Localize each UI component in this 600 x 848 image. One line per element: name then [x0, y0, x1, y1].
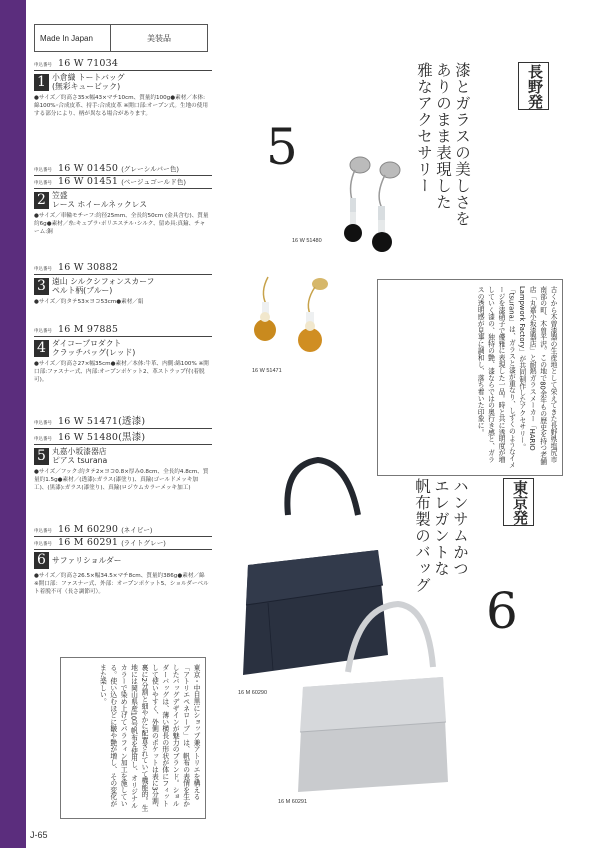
code-label: 申込番号	[34, 266, 52, 271]
code-label: 申込番号	[34, 436, 52, 441]
product-number-badge: 3	[34, 278, 49, 295]
feature5-description: 古くから木曽漆器の生産地として栄えてきた長野県塩尻市南部の町、木曽平沢。この地で80余年もの歴史を持つ老舗店「丸嘉小坂漆器店」と耐熱ガラスメーカー「HARIO Lampwork Factory」が共同制作したアクセサリー。「tsurana」は、ガラスと漆が重なり、しずくのようなイメージを漆硝子で優雅に表現した一品。時と共に透明度が増していく漆の、独特の艶、漆ならではの奥行き感と、ガラスの透明感が見事に調和し、落ち着いた印象に。	[377, 279, 563, 476]
region-badge-tokyo: 東京発	[503, 478, 534, 526]
code-label: 申込番号	[34, 328, 52, 333]
catch-line: 帆布製のバッグ	[413, 478, 431, 594]
product-spec: ●サイズ／約高さ26.5×幅34.5×マチ8cm、質量約386g●素材／綿 ※開口部：ファスナー式、外部：オープンポケット5、ショルダーベルト着脱不可（長さ調節可）。	[34, 573, 209, 596]
product-3	[34, 262, 212, 306]
product-code	[58, 176, 186, 187]
product-5	[34, 413, 212, 493]
product-code-row	[34, 324, 212, 337]
product-spec: ●サイズ／約高さ35×幅43×マチ10cm、質量約100g●素材／本体:綿100%･合成皮革、持手:合成皮革 ※開口部:オープン式。生地の使用する部分により、柄が異なる場合があります。	[34, 95, 208, 118]
product-code: 16 M 97885	[58, 324, 119, 335]
product-code	[58, 163, 179, 174]
page-number: J-65	[30, 830, 48, 840]
product-maker: 小倉織 トートバッグ	[52, 73, 125, 82]
product-code-row	[34, 524, 212, 537]
catch-line: ハンサムかつ	[451, 478, 469, 577]
product-2	[34, 163, 212, 237]
product-4	[34, 324, 212, 385]
feature6-number: 6	[486, 582, 518, 640]
product-1	[34, 58, 212, 119]
sidebar-stripe	[0, 0, 26, 848]
product-maker: 遠山 シルクシフォンスカーフ	[52, 277, 155, 286]
code-variant: (グレーシルバー色)	[121, 166, 179, 173]
code-value: 16 M 60290	[58, 524, 119, 535]
code-value: 16 W 01450	[58, 163, 119, 174]
grey-bag-image	[278, 592, 458, 802]
catalog-header	[34, 24, 208, 52]
image-label: 16 M 60290	[238, 690, 268, 696]
code-value: 16 W 51480	[58, 432, 119, 443]
product-code-row	[34, 58, 212, 71]
code-value: 16 W 01451	[58, 176, 119, 187]
product-maker: ダイコープロダクト	[52, 339, 122, 348]
product-maker: 丸嘉小坂漆器店	[52, 447, 107, 456]
product-code-row	[34, 429, 212, 445]
product-maker: 笠盛	[52, 191, 68, 200]
image-label: 16 W 51480	[292, 238, 322, 244]
code-label: 申込番号	[34, 180, 52, 185]
image-label: 16 M 60291	[278, 799, 308, 805]
earrings-amber-image	[240, 272, 350, 362]
product-code	[58, 429, 145, 443]
product-spec: ●サイズ／約高さ27×幅35cm●素材／本体:牛革、内側:綿100% ※開口部:ファスナー式、内部:オープンポケット2、革ストラップ付(着脱可)。	[34, 361, 209, 384]
catch-line: 雅なアクセサリー	[415, 62, 433, 194]
code-variant: (ネイビー)	[121, 527, 153, 534]
product-spec: ●サイズ／フック:約タテ2×ヨコ0.8×厚み0.8cm、全長約4.8cm、質量約1.5g●素材／(透漆):ガラス(漆塗り)、真鍮(ゴールドメッキ加工)、(黒漆):ガラス(漆塗り)、真鍮(ロジウムカラーメッキ加工)	[34, 469, 209, 492]
code-label: 申込番号	[34, 420, 52, 425]
product-code-row	[34, 537, 212, 550]
catch-line: エレガントな	[432, 478, 450, 577]
product-number-badge: 6	[34, 552, 49, 569]
product-code: 16 W 71034	[58, 58, 119, 69]
code-variant: (ライトグレー)	[121, 540, 166, 547]
product-number-badge: 4	[34, 340, 49, 357]
product-number-badge: 2	[34, 192, 49, 209]
product-code-row	[34, 163, 212, 176]
product-code-row	[34, 262, 212, 275]
product-code	[58, 524, 152, 535]
code-value: 16 W 51471	[58, 416, 119, 427]
product-name: ペルト柄(ブルー)	[52, 286, 113, 295]
product-number-badge: 1	[34, 74, 49, 91]
product-spec: ●サイズ／約タテ53×ヨコ53cm●素材／絹	[34, 299, 144, 305]
product-name: レース ホイールネックレス	[52, 200, 148, 209]
code-variant: (透漆)	[118, 416, 146, 427]
image-label: 16 W 51471	[252, 368, 282, 374]
feature5-catchcopy	[414, 62, 471, 232]
product-6	[34, 524, 212, 597]
code-label: 申込番号	[34, 167, 52, 172]
product-code	[58, 413, 145, 427]
earrings-black-image	[330, 150, 420, 270]
product-code-row	[34, 176, 212, 189]
catch-line: 漆とガラスの美しさを	[453, 62, 471, 227]
product-number-badge: 5	[34, 448, 49, 465]
catch-line: ありのまま表現した	[434, 62, 452, 211]
made-in-japan-label: Made In Japan	[35, 25, 111, 51]
product-name: (無彩キュービック)	[52, 82, 121, 91]
code-label: 申込番号	[34, 62, 52, 67]
region-badge-nagano: 長野発	[518, 62, 549, 110]
product-code	[58, 537, 166, 548]
feature6-description: 東京・中目黒にショップ兼アトリエを構える「アトリエペネローブ」は、帆布の表情を生かしたバッグデザインが魅力のブランド。ショルダーバッグは、薄い横長の形状が体にフィットして使いやすく、外側のポケットは表に3分割、裏に2分割と細やかに配置されていて機能的。生地には岡山県産10号帆布を使用し、オリジナルカラーで染め上げてパラフィン加工を施している。使い込むほどに皺や艶が増し、その変化がまた楽しい。	[60, 657, 206, 819]
product-name: サファリショルダー	[52, 556, 122, 565]
category-label: 美装品	[147, 33, 171, 43]
code-variant: (黒漆)	[118, 432, 146, 443]
product-code-row	[34, 413, 212, 429]
feature5-number: 5	[266, 118, 298, 176]
code-label: 申込番号	[34, 541, 52, 546]
product-code: 16 W 30882	[58, 262, 119, 273]
product-spec: ●サイズ／車輪モチーフ:約径25mm、全長約50cm (金具含む)、質量約6g●素材／糸:キュプラ･ポリエステル･シルク、留め具:真鍮、チャーム:銅	[34, 213, 209, 236]
product-name: ピアス tsurana	[52, 456, 108, 465]
code-label: 申込番号	[34, 528, 52, 533]
product-name: クラッチバッグ(レッド)	[52, 348, 136, 357]
code-variant: (ベージュゴールド色)	[121, 179, 186, 186]
code-value: 16 M 60291	[58, 537, 119, 548]
